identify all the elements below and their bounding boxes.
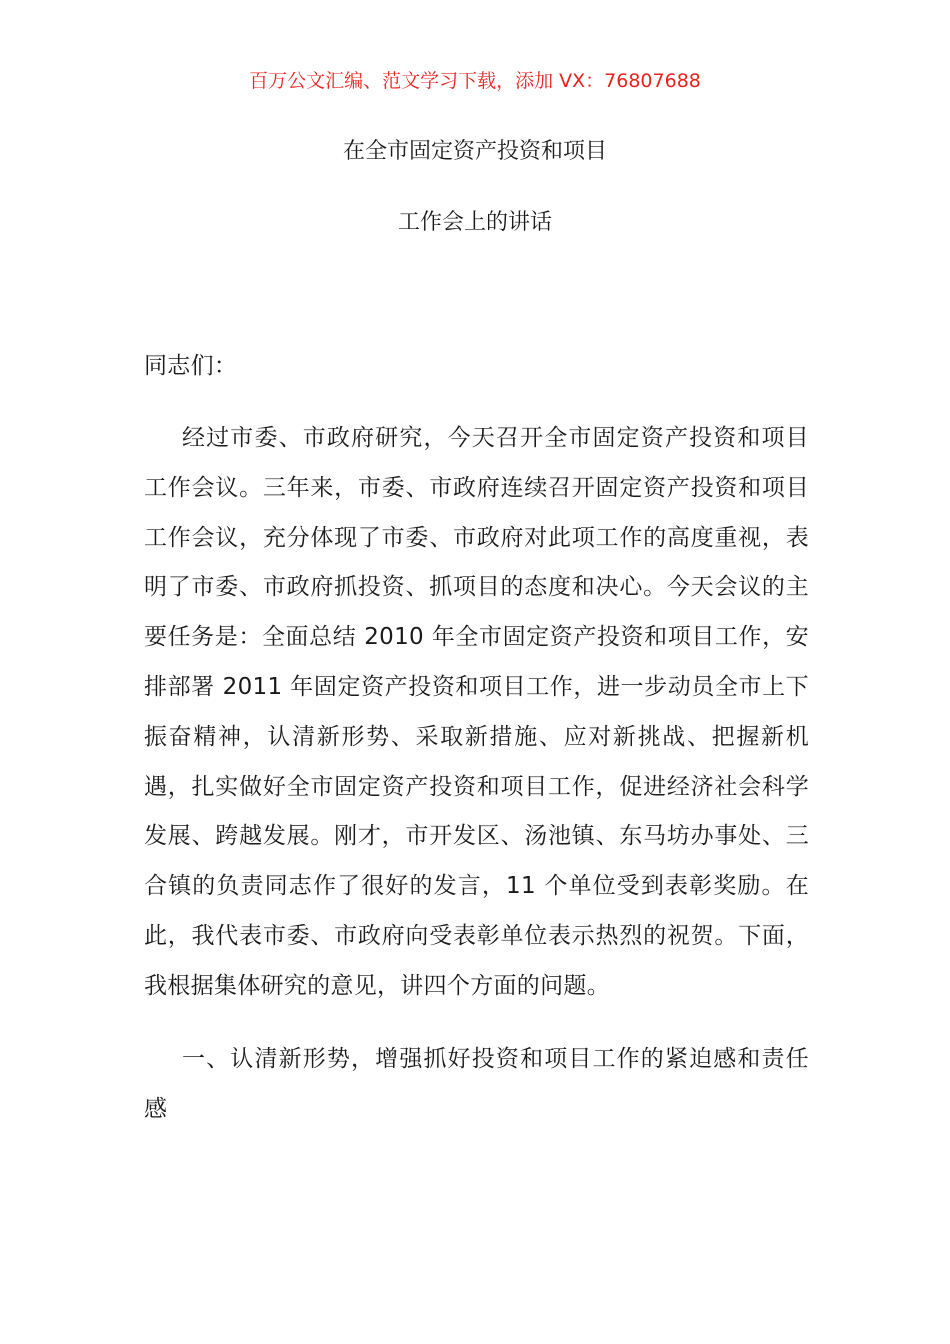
section-heading: 一、认清新形势，增强抓好投资和项目工作的紧迫感和责任感 xyxy=(144,1046,809,1122)
document-title-line2: 工作会上的讲话 xyxy=(397,210,552,235)
document-title-line1: 在全市固定资产投资和项目 xyxy=(342,139,607,164)
promo-banner: 百万公文汇编、范文学习下载，添加 VX：76807688 xyxy=(249,70,701,92)
body-paragraph: 经过市委、市政府研究，今天召开全市固定资产投资和项目工作会议。三年来，市委、市政府连续召开固定资产投资和项目工作会议，充分体现了市委、市政府对此项工作的高度重视，表明了市委、市政府抓投资、抓项目的态度和决心。今天会议的主要任务是：全面总结 2010 年全市固定资产投资和项目工作，安排部署 2011 年固定资产投资和项目工作，进一步动员全市上下振奋精神，认清新形势、采取新措施、应对新挑战、把握新机遇，扎实做好全市固定资产投资和项目工作，促进经济社会科学发展、跨越发展。刚才，市开发区、汤池镇、东马坊办事处、三合镇的负责同志作了很好的发言，11 个单位受到表彰奖励。在此，我代表市委、市政府向受表彰单位表示热烈的祝贺。下面，我根据集体研究的意见，讲四个方面的问题。 xyxy=(144,425,809,999)
salutation: 同志们： xyxy=(144,353,238,379)
